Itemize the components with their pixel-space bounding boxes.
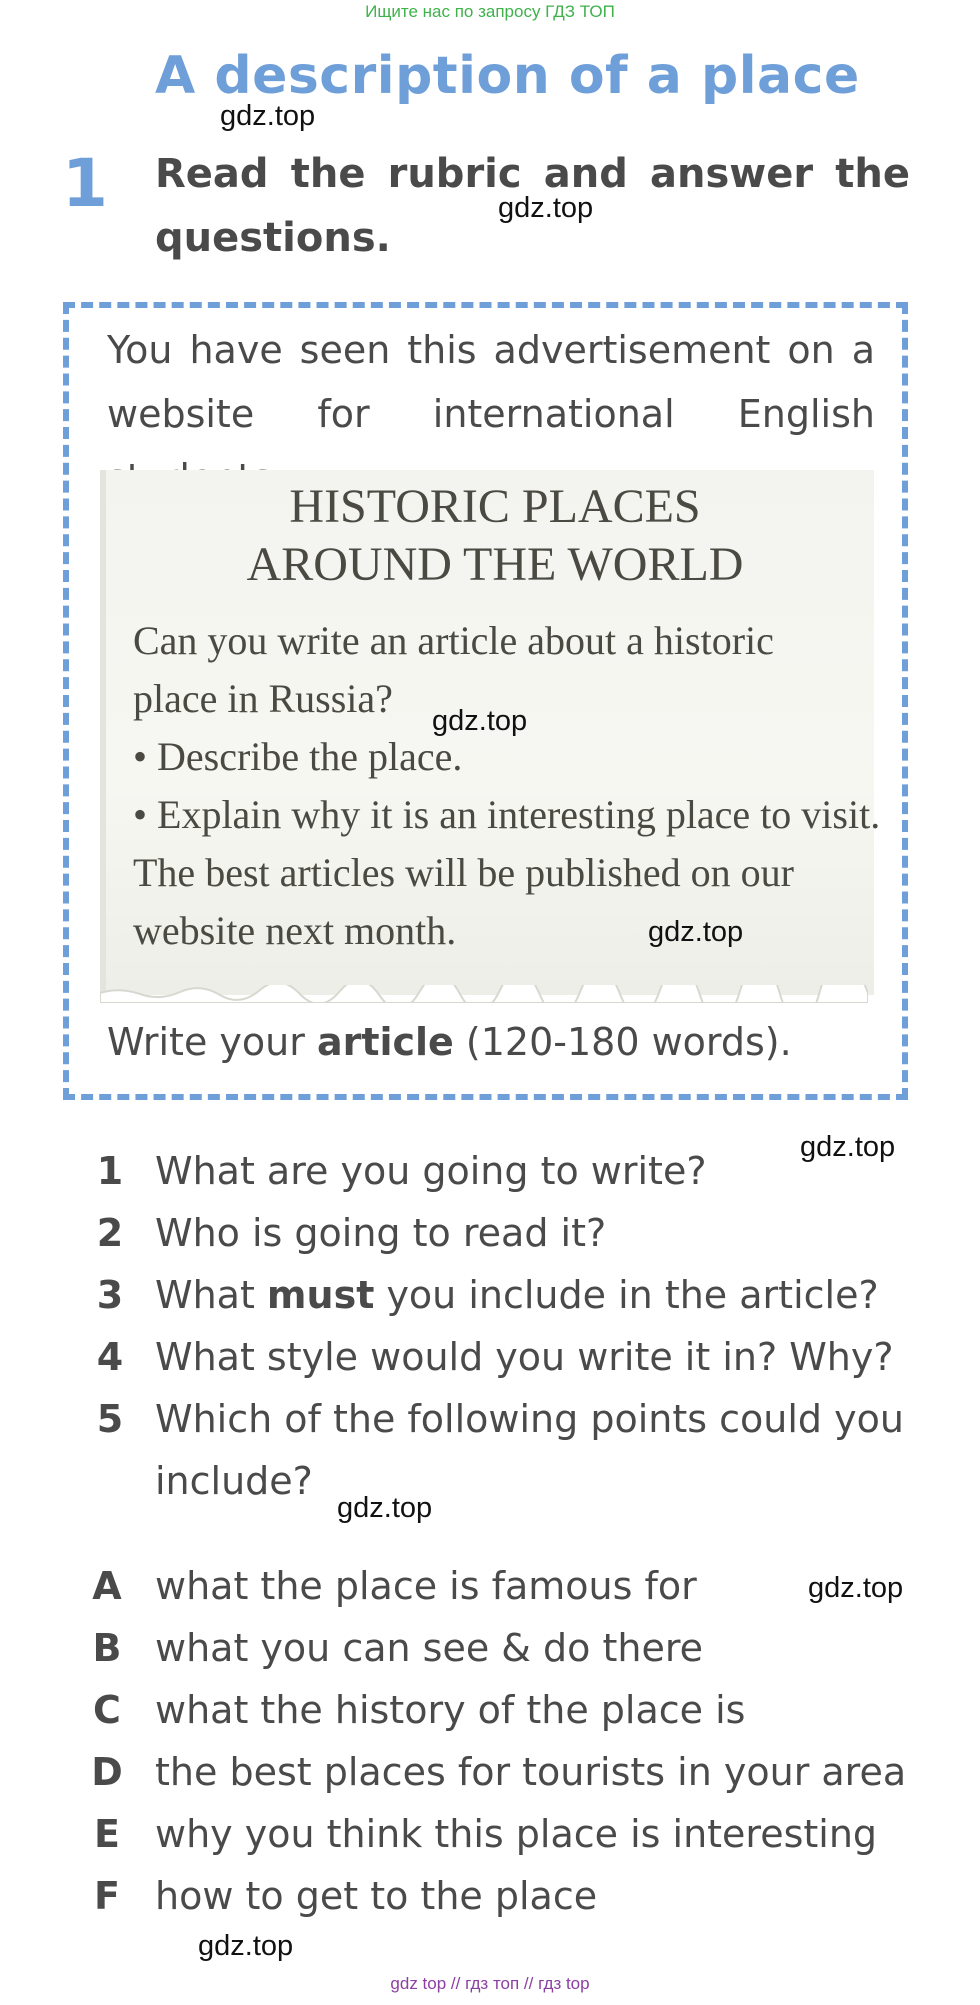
option-letter: F bbox=[94, 1874, 120, 1918]
ad-title-line: AROUND THE WORLD bbox=[246, 538, 744, 591]
option-text: how to get to the place bbox=[155, 1874, 598, 1918]
watermark: gdz.top bbox=[220, 100, 316, 132]
ad-title-line: HISTORIC PLACES bbox=[289, 480, 701, 533]
writing-task-suffix: (120-180 words). bbox=[453, 1020, 792, 1064]
option-text: what the history of the place is bbox=[155, 1688, 746, 1732]
writing-task-prefix: Write your bbox=[107, 1020, 317, 1064]
option-letter: B bbox=[92, 1626, 122, 1670]
question-text: What style would you write it in? Why? bbox=[155, 1335, 894, 1379]
question-text-bold: must bbox=[266, 1273, 375, 1317]
ad-body-line: The best articles will be published on our bbox=[133, 850, 794, 895]
ad-body-line: Can you write an article about a historic bbox=[133, 618, 774, 663]
question-text: Which of the following points could you include? bbox=[155, 1397, 904, 1503]
option-letter: D bbox=[91, 1750, 123, 1794]
question-text-pre: What bbox=[155, 1273, 267, 1317]
writing-task bbox=[107, 1020, 792, 1064]
question-number: 1 bbox=[96, 1149, 124, 1193]
question-text: What are you going to write? bbox=[155, 1149, 707, 1193]
ad-bullet: • Explain why it is an interesting place to visit. bbox=[133, 792, 881, 837]
option-letter: C bbox=[93, 1688, 121, 1732]
watermark: gdz.top bbox=[648, 916, 744, 948]
question-item bbox=[95, 1388, 915, 1512]
option-text: what you can see & do there bbox=[155, 1626, 703, 1670]
watermark: gdz.top bbox=[337, 1492, 433, 1524]
exercise-number: 1 bbox=[62, 145, 108, 222]
torn-edge-decoration bbox=[100, 985, 868, 1003]
advertisement-body bbox=[133, 612, 893, 960]
watermark: gdz.top bbox=[800, 1131, 896, 1163]
advertisement-title bbox=[100, 478, 890, 594]
question-number: 2 bbox=[96, 1211, 124, 1255]
question-text: Who is going to read it? bbox=[155, 1211, 607, 1255]
question-item bbox=[95, 1326, 915, 1388]
watermark: gdz.top bbox=[198, 1930, 294, 1962]
question-number: 5 bbox=[96, 1397, 124, 1441]
option-item bbox=[90, 1741, 920, 1803]
exercise-instruction: Read the rubric and answer the questions. bbox=[155, 151, 910, 261]
question-text-post: you include in the article? bbox=[374, 1273, 879, 1317]
watermark: gdz.top bbox=[432, 705, 528, 737]
option-text: why you think this place is interesting bbox=[155, 1812, 878, 1856]
option-text: what the place is famous for bbox=[155, 1564, 697, 1608]
option-item bbox=[90, 1803, 920, 1865]
option-item bbox=[90, 1617, 920, 1679]
ad-body-line: place in Russia? bbox=[133, 676, 393, 721]
option-item bbox=[90, 1555, 920, 1617]
footer-links[interactable]: gdz top // гдз топ // гдз top bbox=[390, 1974, 590, 1993]
question-number: 3 bbox=[96, 1273, 124, 1317]
option-letter: A bbox=[92, 1564, 122, 1608]
rubric-intro: You have seen this advertisement on a website for international English bbox=[107, 328, 875, 436]
writing-task-bold: article bbox=[316, 1020, 454, 1064]
question-number: 4 bbox=[96, 1335, 124, 1379]
question-text bbox=[155, 1264, 915, 1326]
question-item bbox=[95, 1202, 915, 1264]
ad-bullet: • Describe the place. bbox=[133, 734, 463, 779]
option-item bbox=[90, 1679, 920, 1741]
option-item bbox=[90, 1865, 920, 1927]
option-list bbox=[90, 1555, 920, 1927]
top-banner-link[interactable]: Ищите нас по запросу ГДЗ ТОП bbox=[365, 2, 615, 21]
option-letter: E bbox=[94, 1812, 120, 1856]
page-title: A description of a place bbox=[155, 46, 860, 106]
ad-body-line: website next month. bbox=[133, 908, 457, 953]
question-item bbox=[95, 1140, 915, 1202]
watermark: gdz.top bbox=[498, 192, 594, 224]
question-list bbox=[95, 1140, 915, 1512]
watermark: gdz.top bbox=[808, 1572, 904, 1604]
option-text: the best places for tourists in your area bbox=[155, 1750, 907, 1794]
question-item bbox=[95, 1264, 915, 1326]
